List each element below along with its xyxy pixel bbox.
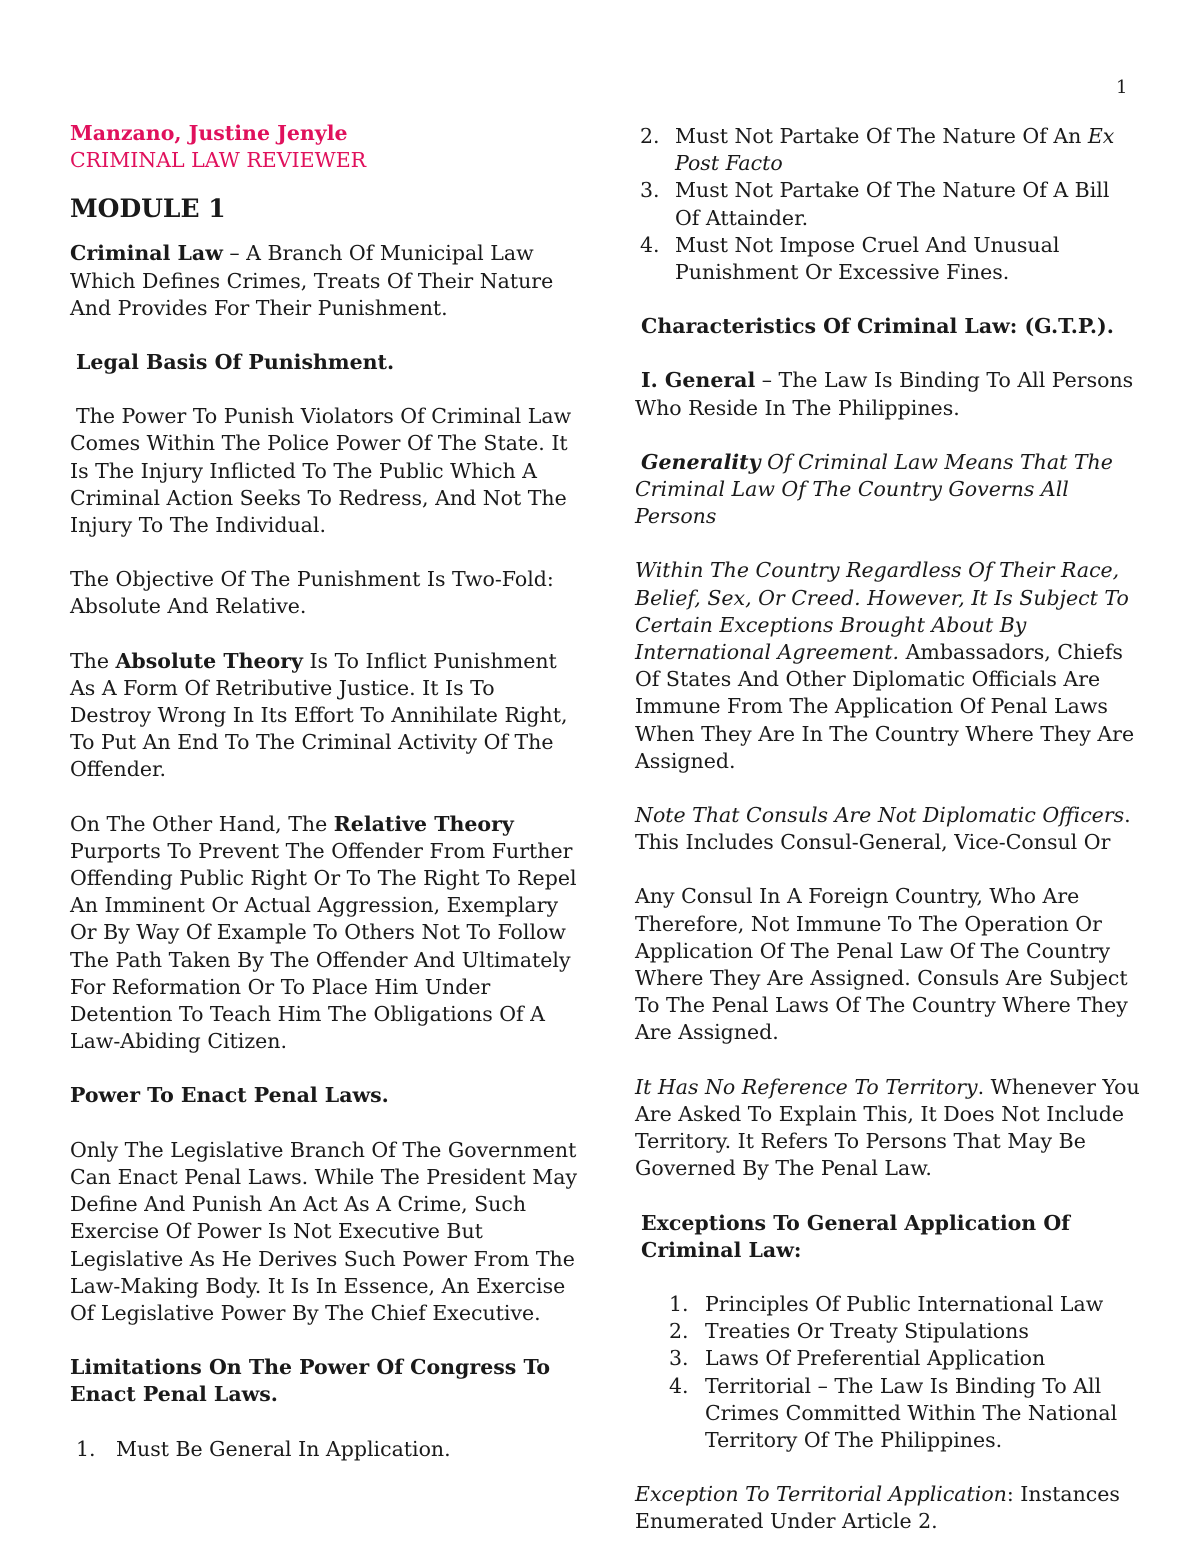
relative-theory-paragraph: On The Other Hand, The Relative Theory Purports To Prevent The Offender From Further Offending Public Right Or To The Right To Repel An Imminent Or Actual Aggression, Exemplary Or By Way Of Example To Others Not To Follow The Path Taken By The Offender And Ultimately For Reformation Or To Place Him Under Detention To Teach Him The Obligations Of A Law-Abiding Citizen. — [70, 811, 577, 1054]
exceptions-heading: Exceptions To General Application Of Criminal Law: — [641, 1210, 1070, 1262]
left-column — [70, 120, 580, 1463]
list-item: 2. Treaties Or Treaty Stipulations — [669, 1319, 1029, 1344]
author-name: Manzano, Justine Jenyle — [70, 121, 348, 145]
limitations-heading: Limitations On The Power Of Congress To Enact Penal Laws. — [70, 1355, 551, 1407]
exceptions-list — [635, 1291, 1140, 1454]
power-heading: Power To Enact Penal Laws. — [70, 1083, 389, 1108]
territory-paragraph: It Has No Reference To Territory. Whenever You Are Asked To Explain This, It Does Not Include Territory. It Refers To Persons That May Be Governed By The Penal Law. — [635, 1074, 1140, 1181]
generality-paragraph: Generality Of Criminal Law Means That The Criminal Law Of The Country Governs All Persons — [635, 449, 1113, 529]
page-number: 1 — [1116, 77, 1128, 98]
list-item: 2. Must Not Partake Of The Nature Of An Ex Post Facto — [640, 124, 1115, 176]
criminal-law-definition: Criminal Law – A Branch Of Municipal Law Which Defines Crimes, Treats Of Their Nature And Provides For Their Punishment. — [70, 241, 554, 320]
legal-basis-paragraph: The Power To Punish Violators Of Criminal Law Comes Within The Police Power Of The State. It Is The Injury Inflicted To The Public Which A Criminal Action Seeks To Redress, And Not The Injury To The Individual. — [70, 404, 572, 538]
module-heading: MODULE 1 — [70, 194, 226, 224]
objective-paragraph: The Objective Of The Punishment Is Two-Fold: Absolute And Relative. — [70, 567, 554, 619]
list-item: 3. Laws Of Preferential Application — [669, 1346, 1046, 1371]
list-item: 4. Must Not Impose Cruel And Unusual Punishment Or Excessive Fines. — [640, 232, 1060, 285]
consuls-note-paragraph: Note That Consuls Are Not Diplomatic Officers. This Includes Consul-General, Vice-Consul Or — [635, 803, 1131, 855]
list-item: 1. Principles Of Public International Law — [669, 1291, 1104, 1316]
characteristics-heading: Characteristics Of Criminal Law: (G.T.P.). — [641, 314, 1114, 339]
consuls-paragraph: Any Consul In A Foreign Country, Who Are Therefore, Not Immune To The Operation Or Application Of The Penal Law Of The Country Where They Are Assigned. Consuls Are Subject To The Penal Laws Of The Country Where They Are Assigned. — [635, 884, 1128, 1045]
general-paragraph: I. General – The Law Is Binding To All Persons Who Reside In The Philippines. — [635, 368, 1134, 420]
legal-basis-heading: Legal Basis Of Punishment. — [76, 350, 395, 375]
within-country-paragraph: Within The Country Regardless Of Their Race, Belief, Sex, Or Creed. However, It Is Subject To Certain Exceptions Brought About By International Agreement. Ambassadors, Chiefs Of States And Other Diplomatic Officials Are Immune From The Application Of Penal Laws When They Are In The Country Where They Are Assigned. — [635, 558, 1135, 773]
list-item: 4. Territorial – The Law Is Binding To All Crimes Committed Within The National Territory Of The Philippines. — [669, 1373, 1118, 1452]
list-item: 3. Must Not Partake Of The Nature Of A Bill Of Attainder. — [640, 178, 1110, 230]
power-paragraph: Only The Legislative Branch Of The Government Can Enact Penal Laws. While The President May Define And Punish An Act As A Crime, Such Exercise Of Power Is Not Executive But Legislative As He Derives Such Power From The Law-Making Body. It Is In Essence, An Exercise Of Legislative Power By The Chief Executive. — [70, 1137, 578, 1325]
list-item: 1. Must Be General In Application. — [76, 1436, 451, 1461]
right-column — [635, 123, 1140, 1536]
document-title: CRIMINAL LAW REVIEWER — [70, 148, 367, 173]
absolute-theory-paragraph: The Absolute Theory Is To Inflict Punishment As A Form Of Retributive Justice. It Is To Destroy Wrong In Its Effort To Annihilate Right, To Put An End To The Criminal Activity Of The Offender. — [70, 648, 568, 782]
territorial-exception-paragraph: Exception To Territorial Application: Instances Enumerated Under Article 2. — [635, 1482, 1120, 1534]
